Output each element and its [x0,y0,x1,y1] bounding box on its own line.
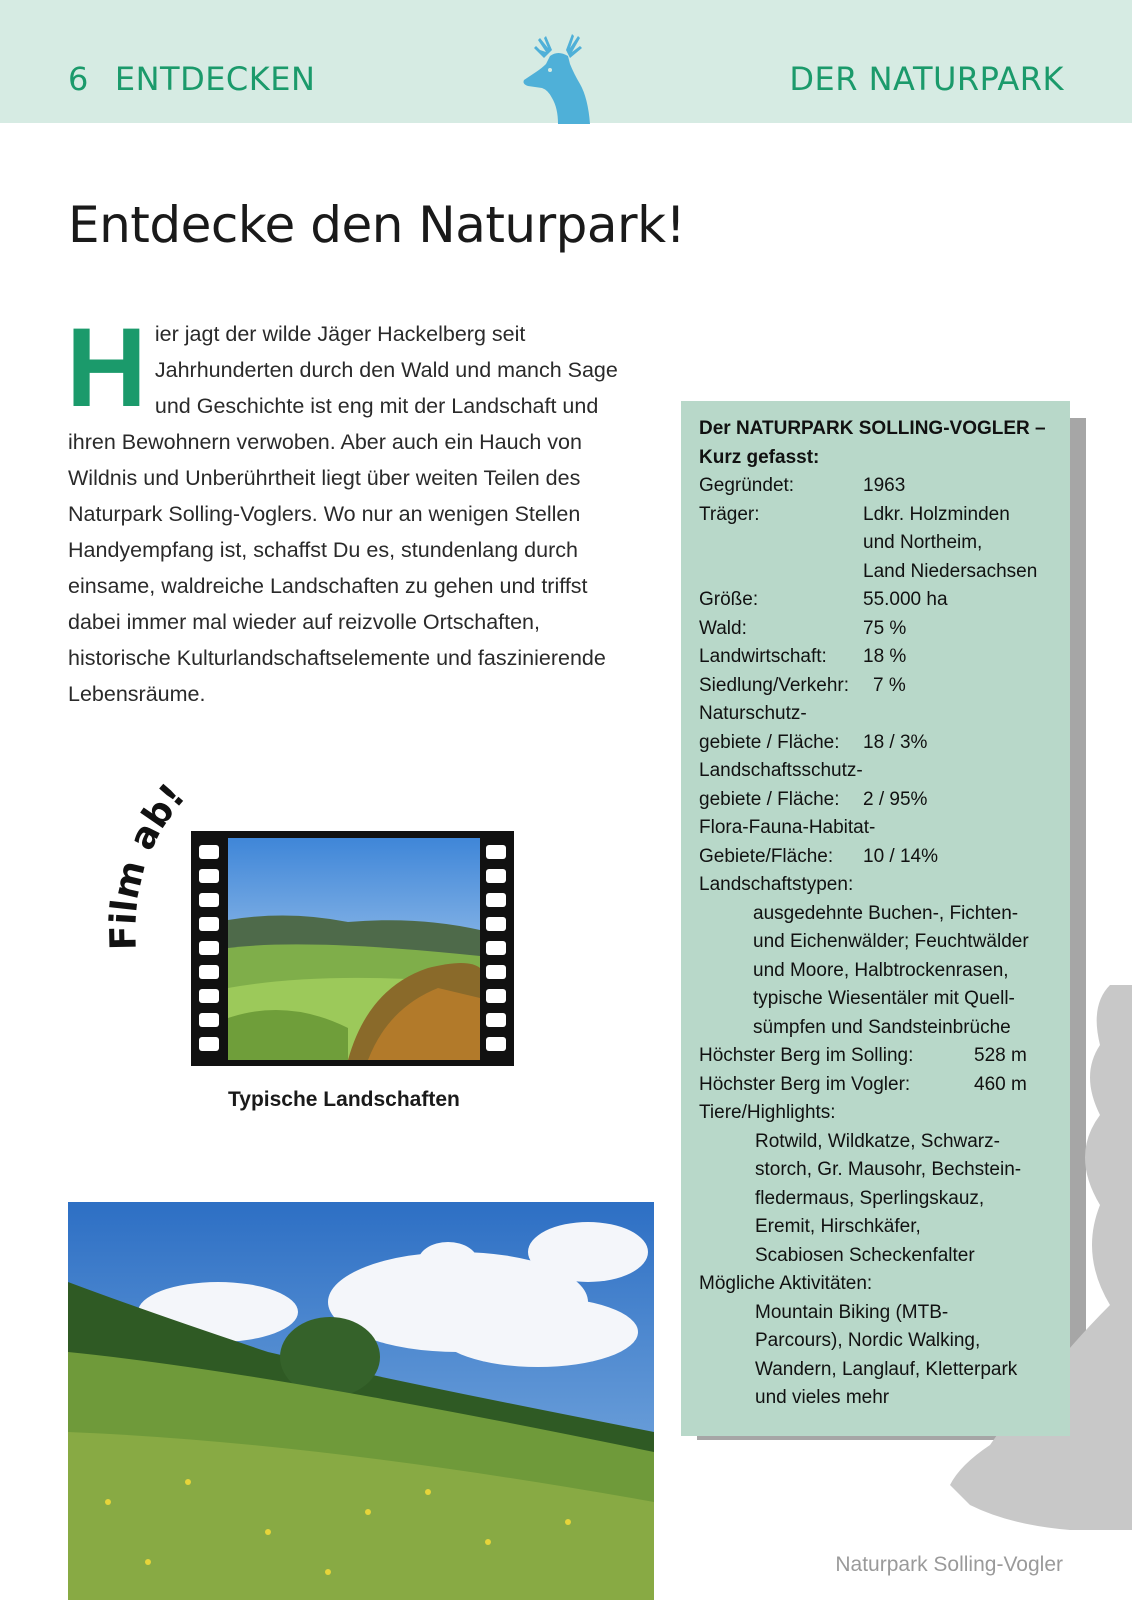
fact-berg-vogler: Höchster Berg im Vogler: 460 m [699,1073,1027,1095]
fact-lsg-label: Landschaftsschutz- [699,760,863,781]
fact-tiere: Tiere/Highlights: [699,1102,836,1123]
aktivitaeten-line: Mountain Biking (MTB- [755,1301,949,1323]
fact-ffh-label: Flora-Fauna-Habitat- [699,817,876,838]
svg-text:Film ab! [103,780,193,951]
fact-groesse: Größe: 55.000 ha [699,589,948,610]
fact-siedlung: Siedlung/Verkehr: 7 % [699,674,906,696]
fact-nsg-label: Naturschutz- [699,703,807,724]
fact-berg-solling: Höchster Berg im Solling: 528 m [699,1045,1027,1066]
film-caption: Typische Landschaften [228,1088,460,1111]
fact-ffh: Gebiete/Fläche: 10 / 14% [699,845,938,867]
intro-paragraph [66,305,638,712]
aktivitaeten-line: und vieles mehr [755,1387,890,1408]
fact-box-title-1: Der NATURPARK SOLLING-VOGLER – [699,418,1046,439]
drop-cap: H [66,305,147,430]
fact-aktivitaeten: Mögliche Aktivitäten: [699,1273,873,1294]
landschaftstypen-line: und Moore, Halbtrockenrasen, [753,959,1009,981]
page-number: 6 [68,60,89,98]
fact-landwirtschaft: Landwirtschaft: 18 % [699,646,907,667]
landschaftstypen-line: typische Wiesentäler mit Quell- [753,988,1015,1009]
fact-gegruendet: Gegründet: 1963 [699,475,906,496]
page-title: Entdecke den Naturpark! [68,196,686,254]
tiere-line: Eremit, Hirschkäfer, [755,1216,921,1237]
tiere-line: storch, Gr. Mausohr, Bechstein- [755,1159,1022,1180]
intro-text: ier jagt der wilde Jäger Hackelberg seit Jahrhunderten durch den Wald und manch Sage und Geschichte ist eng mit der Landschaft und ihren Bewohnern verwoben. Aber auch ein Hauch von Wildnis und Unberührtheit liegt über weiten Teilen des Naturpark Solling-Voglers. Wo nur an wenigen Stellen Handyempfang ist, schaffst Du es, stundenlang durch einsame, waldreiche Landschaften zu gehen und triffst dabei immer mal wieder auf reizvolle Ortschaften, historische Kulturlandschaftselemente und faszinierende Lebensräume. [68,322,618,706]
fact-traeger-2: und Northeim, [863,532,983,553]
fact-traeger: Träger: Ldkr. Holzminden [699,503,1010,525]
fact-box-title-2: Kurz gefasst: [699,446,820,468]
aktivitaeten-line: Wandern, Langlauf, Kletterpark [755,1358,1018,1380]
header-left [68,60,315,98]
tiere-line: fledermaus, Sperlingskauz, [755,1187,985,1209]
section-title-left: ENTDECKEN [114,60,316,98]
fact-traeger-3: Land Niedersachsen [863,560,1038,582]
fact-box [681,401,1070,1436]
section-title-right: DER NATURPARK [789,60,1064,98]
landscape-photo-hills [228,838,480,1060]
tiere-line: Rotwild, Wildkatze, Schwarz- [755,1130,1000,1152]
landscape-photo-meadow [68,1202,654,1600]
aktivitaeten-line: Parcours), Nordic Walking, [755,1330,981,1351]
film-ab-text: Film ab! [103,780,194,951]
tiere-line: Scabiosen Scheckenfalter [755,1244,975,1266]
landschaftstypen-line: und Eichenwälder; Feuchtwälder [753,931,1029,952]
page-header [0,0,1132,123]
fact-landschaftstypen: Landschaftstypen: [699,874,854,895]
deer-icon [522,28,602,124]
landschaftstypen-line: sümpfen und Sandsteinbrüche [753,1016,1011,1038]
fact-wald: Wald: 75 % [699,617,907,639]
fact-lsg: gebiete / Fläche: 2 / 95% [699,788,928,810]
page-footer: Naturpark Solling-Vogler [835,1553,1063,1576]
fact-nsg: gebiete / Fläche: 18 / 3% [699,731,928,753]
landschaftstypen-line: ausgedehnte Buchen-, Fichten- [753,902,1019,924]
